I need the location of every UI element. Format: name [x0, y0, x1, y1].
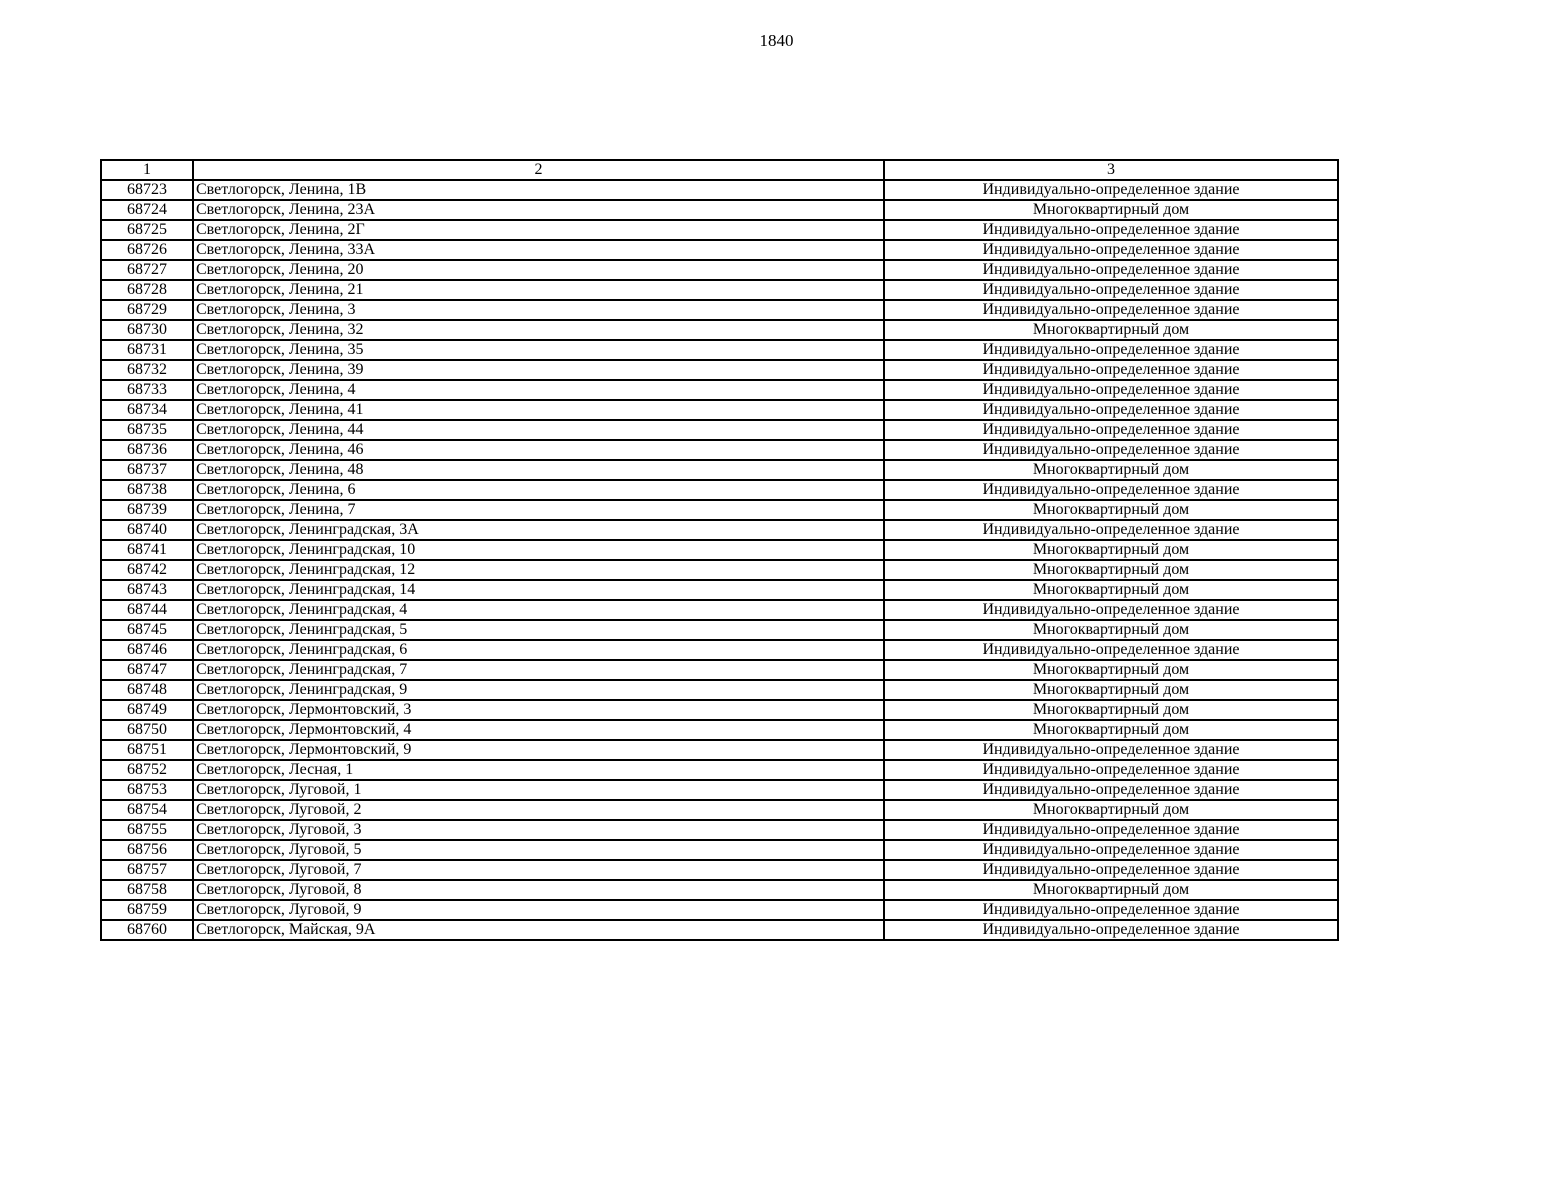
cell-building-type: Многоквартирный дом [884, 720, 1338, 740]
cell-number: 68758 [101, 880, 193, 900]
table-row [101, 900, 1338, 920]
cell-building-type: Индивидуально-определенное здание [884, 340, 1338, 360]
cell-address: Светлогорск, Ленина, 32 [193, 320, 884, 340]
cell-number: 68724 [101, 200, 193, 220]
cell-number: 68741 [101, 540, 193, 560]
table-row [101, 360, 1338, 380]
cell-address: Светлогорск, Ленина, 4 [193, 380, 884, 400]
table-row [101, 240, 1338, 260]
table-row [101, 400, 1338, 420]
registry-table [100, 159, 1339, 941]
cell-address: Светлогорск, Ленинградская, 12 [193, 560, 884, 580]
cell-number: 68727 [101, 260, 193, 280]
cell-number: 68749 [101, 700, 193, 720]
cell-building-type: Индивидуально-определенное здание [884, 920, 1338, 940]
table-row [101, 600, 1338, 620]
table-body [101, 180, 1338, 940]
cell-building-type: Многоквартирный дом [884, 320, 1338, 340]
cell-number: 68726 [101, 240, 193, 260]
cell-address: Светлогорск, Ленина, 2Г [193, 220, 884, 240]
cell-building-type: Многоквартирный дом [884, 880, 1338, 900]
table-row [101, 660, 1338, 680]
cell-number: 68740 [101, 520, 193, 540]
cell-building-type: Индивидуально-определенное здание [884, 820, 1338, 840]
cell-address: Светлогорск, Ленина, 23А [193, 200, 884, 220]
cell-building-type: Многоквартирный дом [884, 460, 1338, 480]
cell-number: 68760 [101, 920, 193, 940]
cell-number: 68752 [101, 760, 193, 780]
cell-number: 68756 [101, 840, 193, 860]
column-header-number: 1 [101, 160, 193, 180]
page-number: 1840 [759, 31, 794, 50]
cell-building-type: Индивидуально-определенное здание [884, 480, 1338, 500]
cell-number: 68743 [101, 580, 193, 600]
table-row [101, 520, 1338, 540]
cell-number: 68735 [101, 420, 193, 440]
header-row [101, 160, 1338, 180]
table-row [101, 780, 1338, 800]
cell-building-type: Индивидуально-определенное здание [884, 600, 1338, 620]
cell-building-type: Индивидуально-определенное здание [884, 420, 1338, 440]
table-row [101, 380, 1338, 400]
cell-number: 68730 [101, 320, 193, 340]
cell-number: 68732 [101, 360, 193, 380]
cell-address: Светлогорск, Ленинградская, 10 [193, 540, 884, 560]
table-row [101, 260, 1338, 280]
table-header [101, 160, 1338, 180]
table-row [101, 800, 1338, 820]
table-row [101, 680, 1338, 700]
cell-building-type: Многоквартирный дом [884, 660, 1338, 680]
table-row [101, 560, 1338, 580]
cell-address: Светлогорск, Луговой, 7 [193, 860, 884, 880]
cell-building-type: Индивидуально-определенное здание [884, 860, 1338, 880]
cell-number: 68739 [101, 500, 193, 520]
cell-building-type: Индивидуально-определенное здание [884, 360, 1338, 380]
table-row [101, 200, 1338, 220]
cell-address: Светлогорск, Ленинградская, 3А [193, 520, 884, 540]
cell-building-type: Многоквартирный дом [884, 500, 1338, 520]
cell-building-type: Индивидуально-определенное здание [884, 400, 1338, 420]
table-row [101, 820, 1338, 840]
cell-address: Светлогорск, Ленина, 1В [193, 180, 884, 200]
cell-number: 68723 [101, 180, 193, 200]
cell-address: Светлогорск, Ленинградская, 9 [193, 680, 884, 700]
cell-number: 68742 [101, 560, 193, 580]
cell-number: 68725 [101, 220, 193, 240]
column-header-address: 2 [193, 160, 884, 180]
table-row [101, 320, 1338, 340]
cell-address: Светлогорск, Ленина, 33А [193, 240, 884, 260]
cell-number: 68731 [101, 340, 193, 360]
cell-number: 68737 [101, 460, 193, 480]
cell-address: Светлогорск, Ленина, 20 [193, 260, 884, 280]
cell-address: Светлогорск, Ленина, 39 [193, 360, 884, 380]
table-row [101, 460, 1338, 480]
table-row [101, 760, 1338, 780]
table-row [101, 840, 1338, 860]
cell-number: 68747 [101, 660, 193, 680]
cell-building-type: Многоквартирный дом [884, 540, 1338, 560]
cell-number: 68753 [101, 780, 193, 800]
table-row [101, 340, 1338, 360]
cell-building-type: Индивидуально-определенное здание [884, 220, 1338, 240]
cell-building-type: Индивидуально-определенное здание [884, 300, 1338, 320]
cell-number: 68738 [101, 480, 193, 500]
cell-number: 68736 [101, 440, 193, 460]
cell-building-type: Многоквартирный дом [884, 620, 1338, 640]
cell-address: Светлогорск, Лермонтовский, 3 [193, 700, 884, 720]
cell-number: 68754 [101, 800, 193, 820]
cell-building-type: Индивидуально-определенное здание [884, 740, 1338, 760]
cell-building-type: Многоквартирный дом [884, 200, 1338, 220]
table-row [101, 280, 1338, 300]
cell-building-type: Индивидуально-определенное здание [884, 440, 1338, 460]
cell-address: Светлогорск, Луговой, 9 [193, 900, 884, 920]
cell-building-type: Индивидуально-определенное здание [884, 640, 1338, 660]
cell-address: Светлогорск, Луговой, 1 [193, 780, 884, 800]
cell-building-type: Многоквартирный дом [884, 800, 1338, 820]
cell-address: Светлогорск, Лермонтовский, 9 [193, 740, 884, 760]
cell-building-type: Многоквартирный дом [884, 680, 1338, 700]
table-row [101, 420, 1338, 440]
cell-building-type: Индивидуально-определенное здание [884, 380, 1338, 400]
cell-address: Светлогорск, Ленинградская, 14 [193, 580, 884, 600]
table-row [101, 220, 1338, 240]
cell-address: Светлогорск, Луговой, 3 [193, 820, 884, 840]
cell-address: Светлогорск, Ленина, 21 [193, 280, 884, 300]
cell-number: 68729 [101, 300, 193, 320]
table-row [101, 700, 1338, 720]
cell-building-type: Индивидуально-определенное здание [884, 760, 1338, 780]
cell-building-type: Многоквартирный дом [884, 580, 1338, 600]
cell-building-type: Индивидуально-определенное здание [884, 900, 1338, 920]
cell-address: Светлогорск, Ленина, 3 [193, 300, 884, 320]
table-row [101, 720, 1338, 740]
cell-number: 68757 [101, 860, 193, 880]
cell-number: 68734 [101, 400, 193, 420]
cell-building-type: Многоквартирный дом [884, 560, 1338, 580]
cell-address: Светлогорск, Ленинградская, 6 [193, 640, 884, 660]
cell-building-type: Индивидуально-определенное здание [884, 240, 1338, 260]
cell-address: Светлогорск, Ленинградская, 5 [193, 620, 884, 640]
cell-address: Светлогорск, Луговой, 5 [193, 840, 884, 860]
table-row [101, 180, 1338, 200]
cell-number: 68728 [101, 280, 193, 300]
table-row [101, 920, 1338, 940]
table-row [101, 300, 1338, 320]
column-header-type: 3 [884, 160, 1338, 180]
cell-building-type: Индивидуально-определенное здание [884, 180, 1338, 200]
cell-address: Светлогорск, Ленинградская, 7 [193, 660, 884, 680]
table-row [101, 540, 1338, 560]
table-row [101, 860, 1338, 880]
cell-address: Светлогорск, Ленина, 7 [193, 500, 884, 520]
cell-building-type: Индивидуально-определенное здание [884, 260, 1338, 280]
table-row [101, 500, 1338, 520]
cell-address: Светлогорск, Ленина, 46 [193, 440, 884, 460]
cell-building-type: Индивидуально-определенное здание [884, 840, 1338, 860]
cell-address: Светлогорск, Луговой, 8 [193, 880, 884, 900]
cell-number: 68751 [101, 740, 193, 760]
cell-number: 68746 [101, 640, 193, 660]
cell-building-type: Индивидуально-определенное здание [884, 280, 1338, 300]
cell-number: 68759 [101, 900, 193, 920]
table-row [101, 880, 1338, 900]
cell-building-type: Индивидуально-определенное здание [884, 520, 1338, 540]
cell-number: 68744 [101, 600, 193, 620]
cell-number: 68755 [101, 820, 193, 840]
table-row [101, 620, 1338, 640]
table-row [101, 580, 1338, 600]
cell-address: Светлогорск, Лермонтовский, 4 [193, 720, 884, 740]
table-row [101, 480, 1338, 500]
cell-address: Светлогорск, Ленина, 41 [193, 400, 884, 420]
table-row [101, 740, 1338, 760]
cell-address: Светлогорск, Ленина, 48 [193, 460, 884, 480]
cell-address: Светлогорск, Ленина, 35 [193, 340, 884, 360]
cell-building-type: Многоквартирный дом [884, 700, 1338, 720]
cell-building-type: Индивидуально-определенное здание [884, 780, 1338, 800]
cell-address: Светлогорск, Луговой, 2 [193, 800, 884, 820]
table-row [101, 440, 1338, 460]
cell-number: 68750 [101, 720, 193, 740]
cell-number: 68733 [101, 380, 193, 400]
cell-number: 68748 [101, 680, 193, 700]
cell-address: Светлогорск, Лесная, 1 [193, 760, 884, 780]
cell-address: Светлогорск, Ленинградская, 4 [193, 600, 884, 620]
cell-address: Светлогорск, Майская, 9А [193, 920, 884, 940]
table-row [101, 640, 1338, 660]
cell-number: 68745 [101, 620, 193, 640]
cell-address: Светлогорск, Ленина, 44 [193, 420, 884, 440]
cell-address: Светлогорск, Ленина, 6 [193, 480, 884, 500]
